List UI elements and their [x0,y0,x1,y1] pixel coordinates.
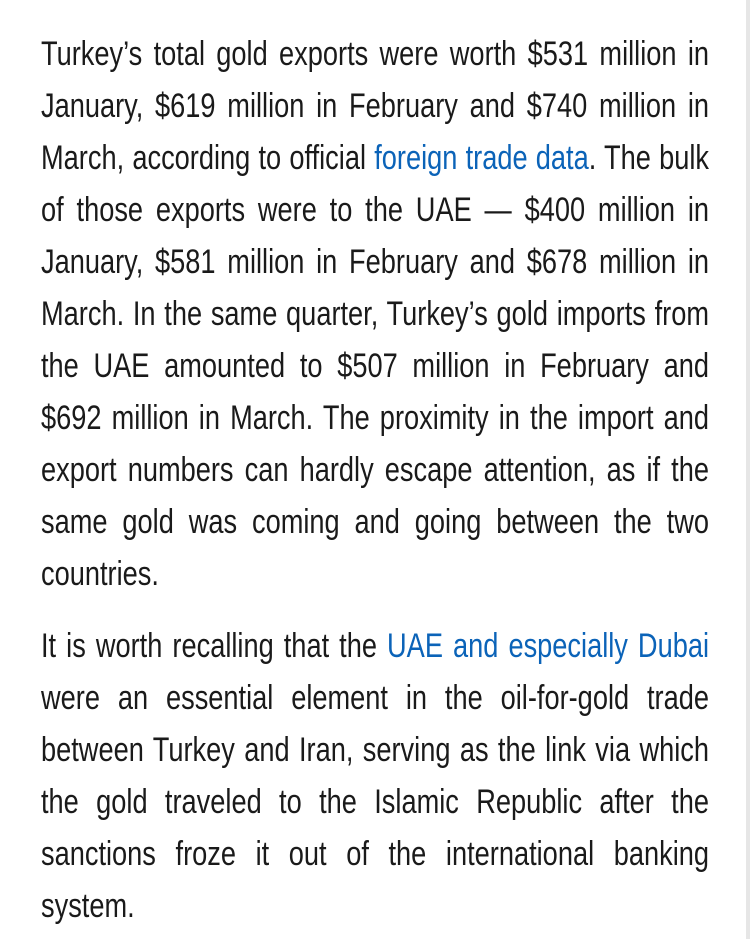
uae-dubai-link[interactable]: UAE and especially Dubai [387,627,709,665]
paragraph-uae-dubai [41,620,709,932]
page-edge-divider [746,0,750,939]
paragraph-2-text-start: It is worth recalling that the [41,627,388,665]
paragraph-gold-exports [41,28,709,600]
foreign-trade-data-link[interactable]: foreign trade data [374,139,589,177]
article-body [41,28,709,952]
paragraph-1-text-start: Turkey’s total gold exports were worth $531 million in January, $619 million in February and $740 million in March, according to official [41,35,709,177]
paragraph-2-text-end: were an essential element in the oil-for-gold trade between Turkey and Iran, serving as the link via which the gold traveled to the Islamic Republic after the sanctions froze it out of the international banking system. [41,679,709,925]
paragraph-1-text-end: . The bulk of those exports were to the UAE — $400 million in January, $581 million in February and $678 million in March. In the same quarter, Turkey’s gold imports from the UAE amounted to $507 million in February and $692 million in March. The proximity in the import and export numbers can hardly escape attention, as if the same gold was coming and going between the two countries. [41,139,710,593]
